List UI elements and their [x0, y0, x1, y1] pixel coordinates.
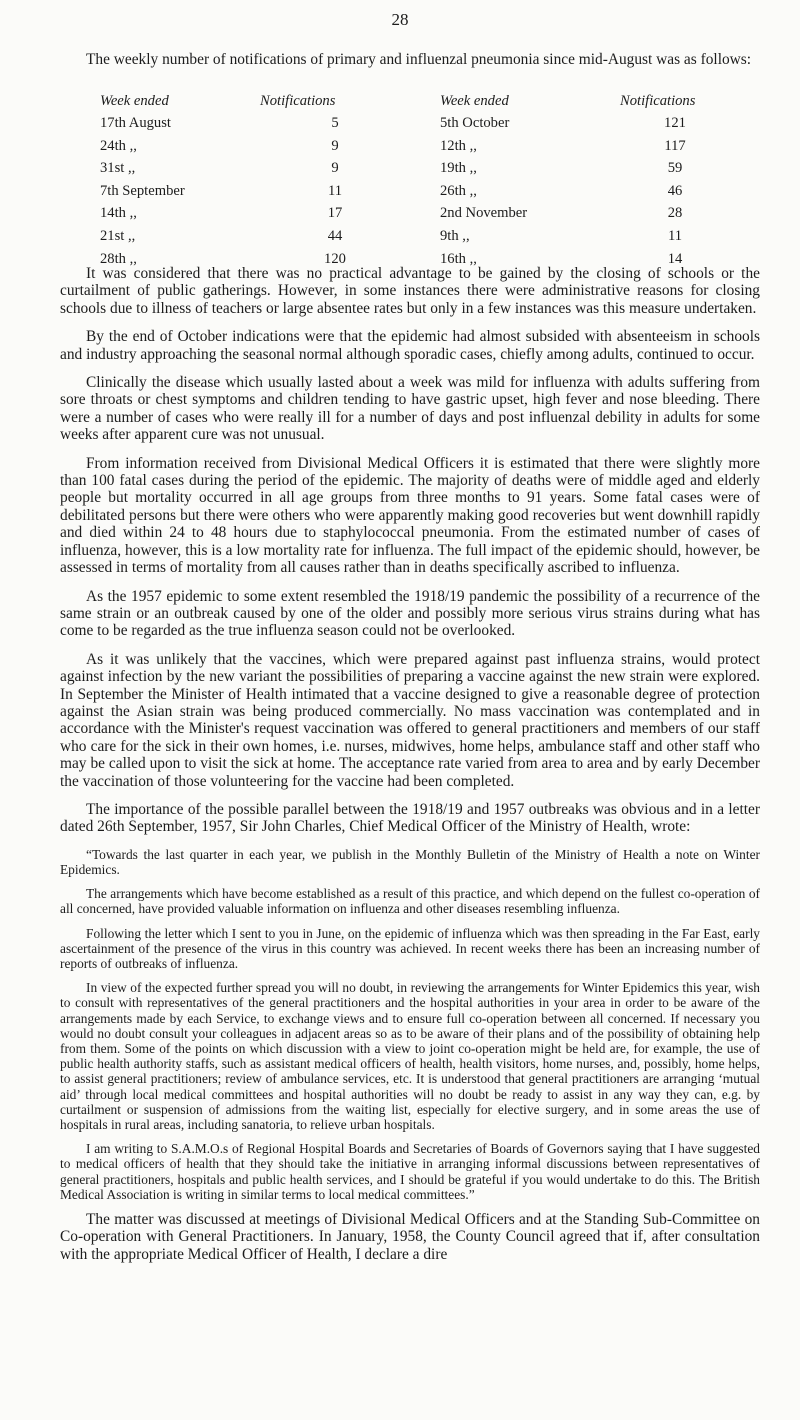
quote-paragraph: In view of the expected further spread you will no doubt, in reviewing the arrangements for Winter Epidemics this year, wish to consult with representatives of the general practitioners and the hospital authorities in your area in order to be aware of the arrangements made by each Service, to exchange views and to ensure full co-operation between all concerned. If necessary you would no doubt consult your colleagues in adjacent areas so as to be aware of their plans and of the possibility of obtaining help from them. Some of the points on which discussion with a view to joint co-operation might be held are, for example, the use of public health authority staffs, such as assistant medical officers of health, health visitors, home nurses, and, possibly, home helps, to assist general practitioners; review of ambulance services, etc. It is understood that general practitioners are arranging ‘mutual aid’ through local medical committees and hospital authorities will no doubt be ready to assist in any way they can, e.g. by curtailment or suspension of admissions from the waiting list, especially for elective surgery, and in some areas the use of hospitals in rural areas, including sanatoria, to relieve urban hospitals. — [60, 980, 760, 1133]
paragraph-end-of-october: By the end of October indications were that the epidemic had almost subsided with absenteeism in schools and industry approaching the seasonal normal although sporadic cases, chiefly among adults, continued to occur. — [60, 328, 760, 363]
week-cell: 9th ,, — [440, 227, 470, 244]
count-cell: 11 — [667, 227, 683, 244]
quote-paragraph: Following the letter which I sent to you in June, on the epidemic of influenza which was then spreading in the Far East, early ascertainment of the presence of the virus in this country was achieved. In recent weeks there has been an increasing number of reports of outbreaks of influenza. — [60, 925, 760, 971]
week-cell: 7th September — [100, 182, 185, 199]
body-text — [60, 265, 760, 1274]
week-cell: 28th ,, — [100, 250, 137, 267]
week-cell: 2nd November — [440, 205, 528, 222]
table-header-row — [100, 93, 730, 115]
paragraph-clinical: Clinically the disease which usually lasted about a week was mild for influenza with adults suffering from sore throats or chest symptoms and children tending to have gastric upset, high fever and nose bleeding. There were a number of cases who were really ill for a number of days and post influenzal debility in adults for some weeks after apparent cure was not unusual. — [60, 374, 760, 444]
table-row — [100, 205, 730, 228]
week-cell: 24th ,, — [100, 137, 137, 154]
paragraph-school-closures: It was considered that there was no practical advantage to be gained by the closing of schools or the curtailment of public gatherings. However, in some instances there were administrative reasons for closing schools due to illness of teachers or large absentee rates but only in a few instances was this measure undertaken. — [60, 265, 760, 317]
paragraph-mortality: From information received from Divisional Medical Officers it is estimated that there were slightly more than 100 fatal cases during the period of the epidemic. The majority of deaths were of middle aged and elderly people but mortality occurred in all age groups from three months to 91 years. Some fatal cases were of debilitated persons but there were others who were apparently making good recoveries but went downhill rapidly and died within 24 to 48 hours due to staphylococcal pneumonia. From the estimated number of cases of influenza, however, this is a low mortality rate for influenza. The full impact of the epidemic should, however, be assessed in terms of mortality from all causes rather than in deaths specifically ascribed to influenza. — [60, 454, 760, 577]
paragraph-closing: The matter was discussed at meetings of Divisional Medical Officers and at the Standing Sub-Committee on Co-operation with General Practitioners. In January, 1958, the County Council agreed that if, after consultation with the appropriate Medical Officer of Health, I declare a dire — [60, 1211, 760, 1263]
table-row — [100, 183, 730, 206]
week-cell: 17th August — [100, 115, 171, 131]
count-cell: 28 — [667, 205, 683, 222]
paragraph-letter-intro: The importance of the possible parallel between the 1918/19 and 1957 outbreaks was obvious and in a letter dated 26th September, 1957, Sir John Charles, Chief Medical Officer of the Ministry of Health, wrote: — [60, 800, 760, 836]
count-cell: 44 — [327, 227, 343, 244]
table-row — [100, 115, 730, 138]
count-cell: 121 — [664, 115, 686, 131]
count-cell: 5 — [331, 115, 339, 131]
count-cell: 120 — [324, 250, 346, 267]
week-cell: 14th ,, — [100, 205, 137, 222]
table-row — [100, 138, 730, 161]
paragraph-vaccines: As it was unlikely that the vaccines, which were prepared against past influenza strains, would protect against infection by the new variant the possibilities of preparing a vaccine against the new strain were explored. In September the Minister of Health intimated that a vaccine designed to give a reasonable degree of protection against the Asian strain was being produced commercially. No mass vaccination was contemplated and in accordance with the Minister's request vaccination was offered to general practitioners and members of our staff who care for the sick in their own homes, i.e. nurses, midwives, home helps, ambulance staff and other staff who may be called upon to visit the sick at home. The acceptance rate varied from area to area and by early December the vaccination of those volunteering for the vaccine had been completed. — [60, 650, 760, 790]
notifications-table — [100, 93, 730, 273]
header-notifications: Notifications — [620, 93, 696, 109]
count-cell: 117 — [664, 137, 686, 154]
count-cell: 59 — [667, 160, 683, 177]
paragraph-recurrence: As the 1957 epidemic to some extent resembled the 1918/19 pandemic the possibility of a recurrence of the same strain or an outbreak caused by one of the older and possibly more serious virus strains during what has come to be regarded as the true influenza season could not be overlooked. — [60, 587, 760, 640]
quote-paragraph: I am writing to S.A.M.O.s of Regional Hospital Boards and Secretaries of Boards of Governors saying that I have suggested to medical officers of health that they should take the initiative in arranging informal discussions between representatives of general practitioners, hospitals and public health services, and I should be grateful if you would undertake to do this. The British Medical Association is writing in similar terms to local medical committees.” — [60, 1141, 760, 1202]
count-cell: 17 — [327, 205, 343, 222]
intro-paragraph — [60, 50, 760, 69]
quote-paragraph: “Towards the last quarter in each year, we publish in the Monthly Bulletin of the Ministry of Health a note on Winter Epidemics. — [60, 846, 760, 877]
table-row — [100, 160, 730, 183]
count-cell: 14 — [667, 250, 683, 267]
week-cell: 21st ,, — [100, 227, 136, 244]
header-week-ended: Week ended — [100, 93, 169, 109]
count-cell: 9 — [331, 160, 339, 177]
week-cell: 12th ,, — [440, 137, 477, 154]
count-cell: 9 — [331, 137, 339, 154]
quote-paragraph: The arrangements which have become established as a result of this practice, and which depend on the fullest co-operation of all concerned, have provided valuable information on influenza and other diseases resembling influenza. — [60, 886, 760, 917]
count-cell: 11 — [327, 182, 343, 199]
header-notifications: Notifications — [260, 93, 336, 109]
week-cell: 5th October — [440, 115, 510, 131]
page-number: 28 — [391, 10, 409, 29]
header-week-ended: Week ended — [440, 93, 509, 109]
week-cell: 26th ,, — [440, 182, 477, 199]
table-row — [100, 228, 730, 251]
week-cell: 19th ,, — [440, 160, 477, 177]
count-cell: 46 — [667, 182, 683, 199]
intro-text: The weekly number of notifications of primary and influenzal pneumonia since mid-August was as follows: — [86, 51, 752, 68]
week-cell: 16th ,, — [440, 250, 477, 267]
week-cell: 31st ,, — [100, 160, 136, 177]
